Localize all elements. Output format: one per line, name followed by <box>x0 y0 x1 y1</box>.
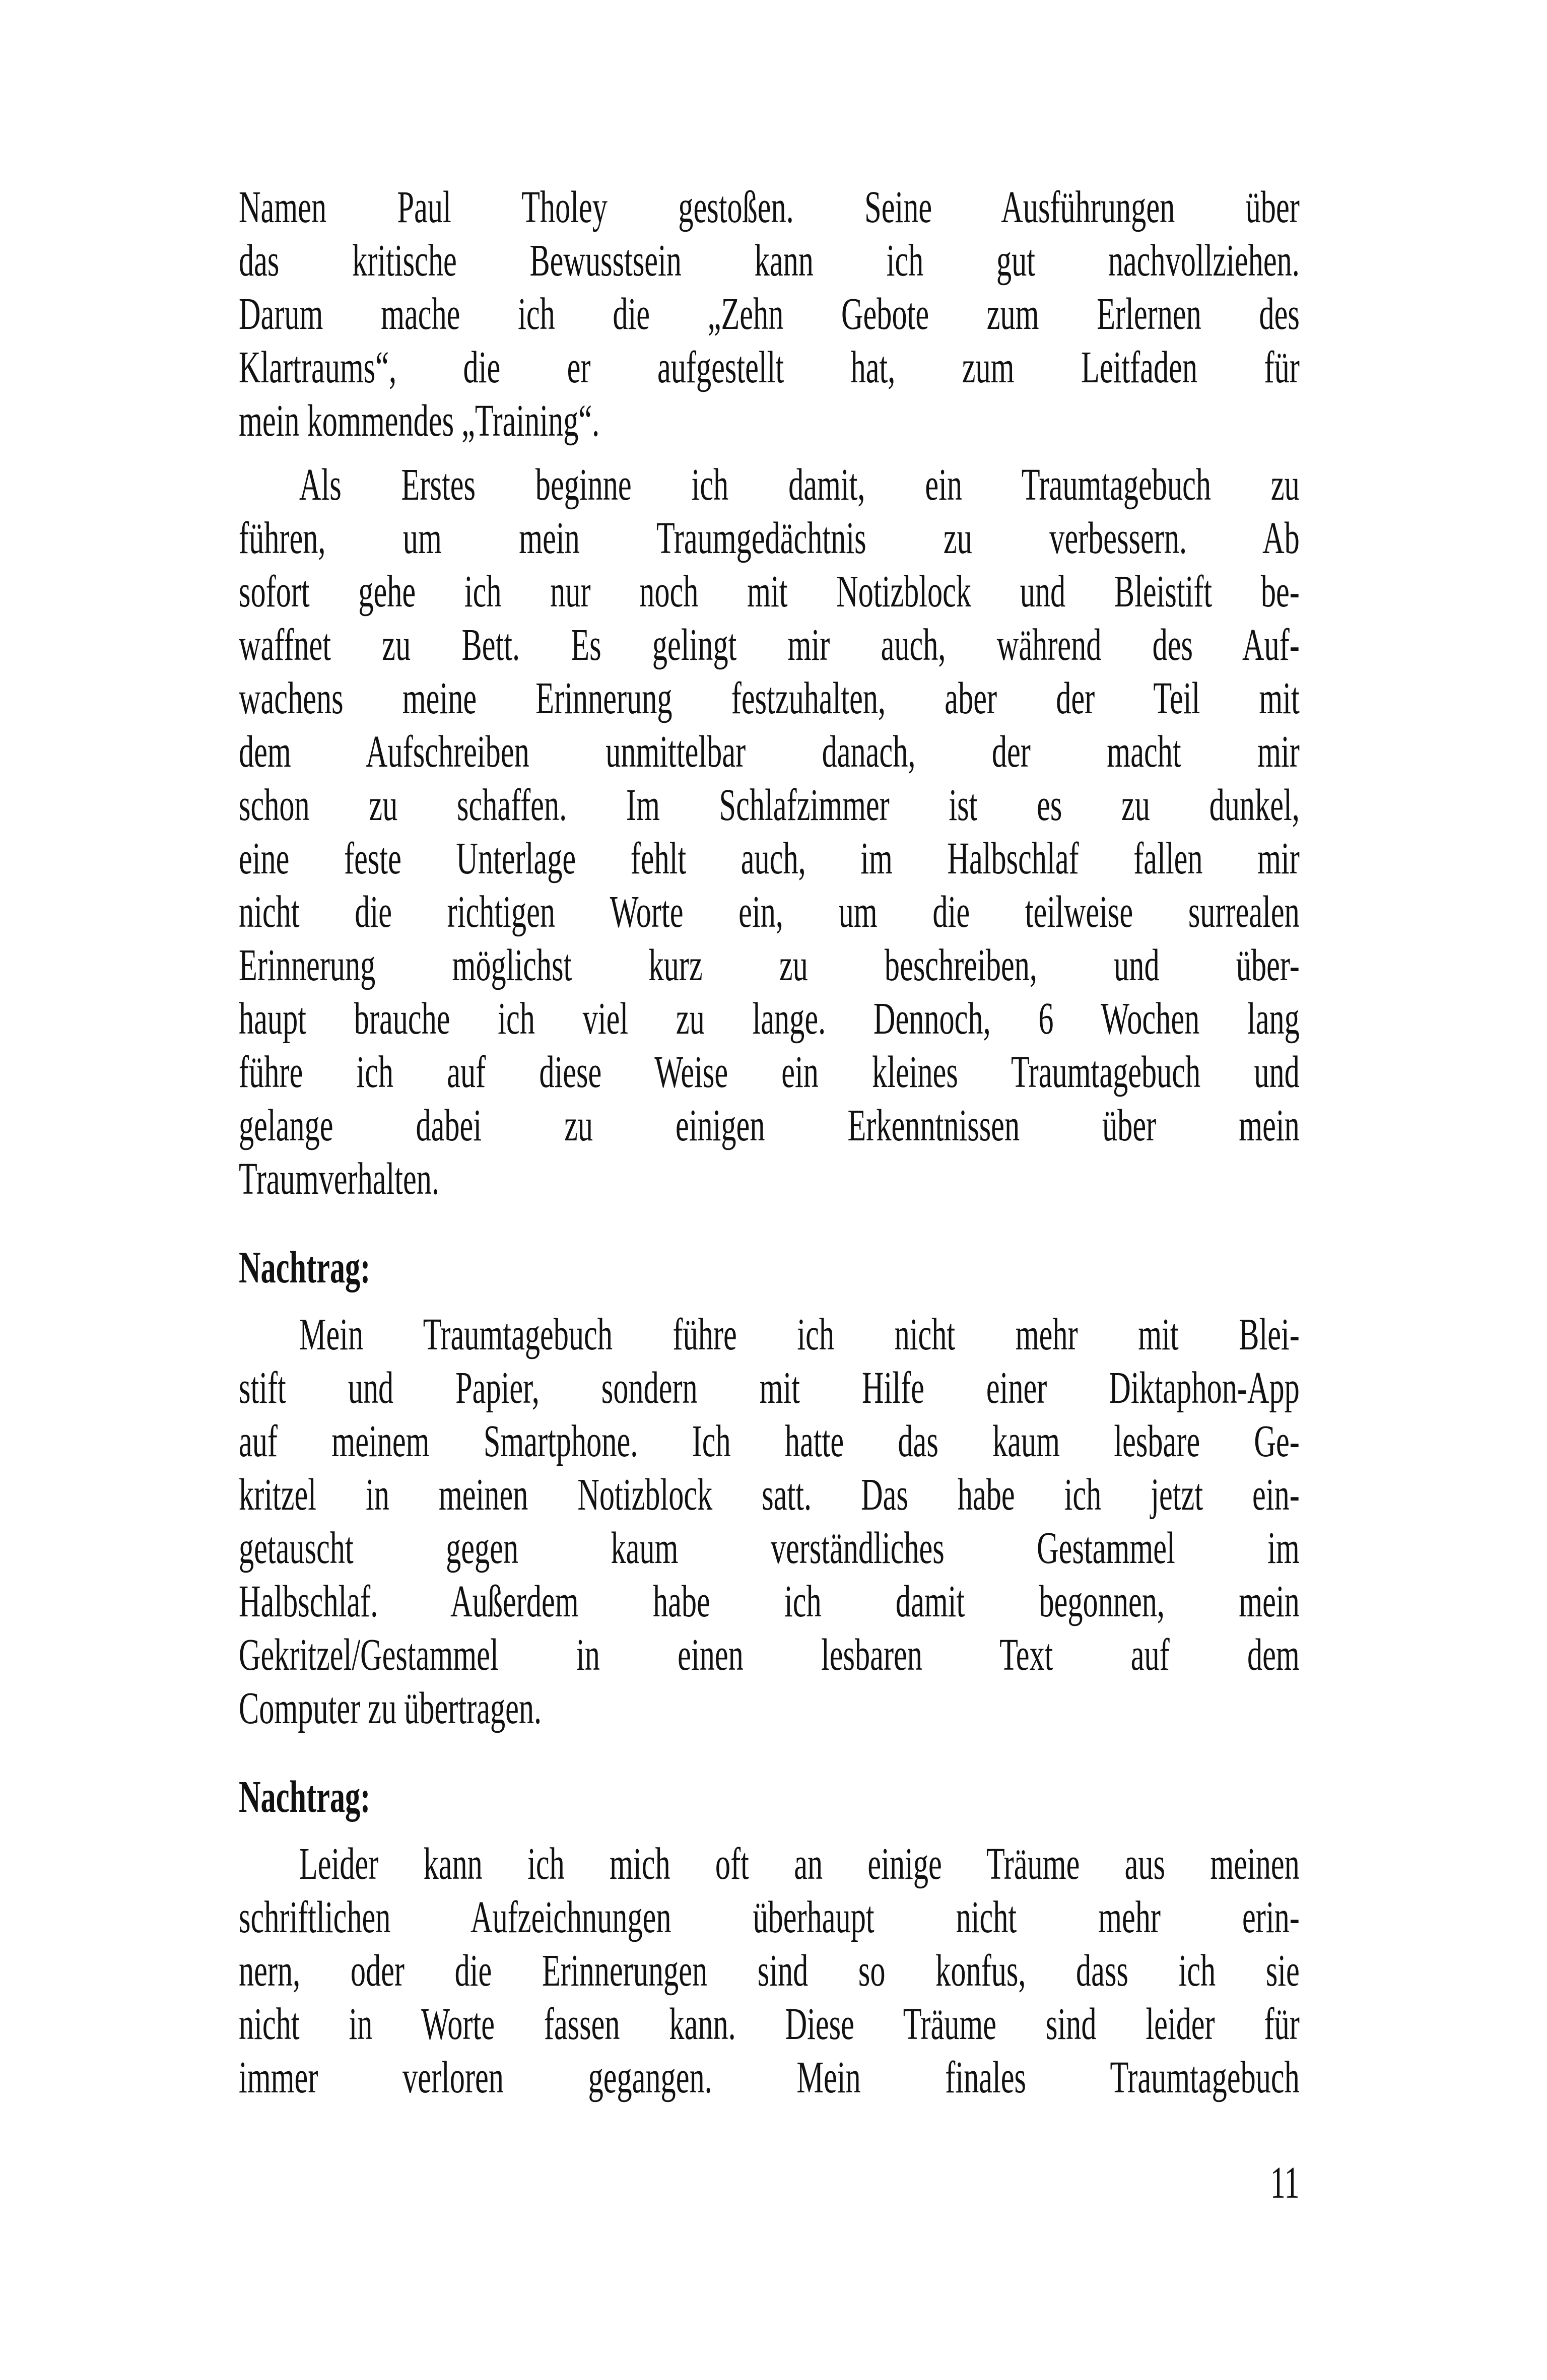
text-line: kritzel in meinen Notizblock satt. Das habe ich jetzt ein- <box>239 1470 1300 1520</box>
text-line: Darum mache ich die „Zehn Gebote zum Erlernen des <box>239 289 1300 339</box>
paragraph-2 <box>239 458 1300 1206</box>
text-line: eine feste Unterlage fehlt auch, im Halbschlaf fallen mir <box>239 834 1300 883</box>
text-line: waffnet zu Bett. Es gelingt mir auch, während des Auf- <box>239 620 1300 670</box>
text-line: stift und Papier, sondern mit Hilfe einer Diktaphon-App <box>239 1363 1300 1413</box>
text-line: mein kommendes „Training“. <box>239 396 600 446</box>
text-line: Klartraums“, die er aufgestellt hat, zum Leitfaden für <box>239 343 1300 392</box>
section-1-paragraph <box>239 1308 1300 1735</box>
text-line: Mein Traumtagebuch führe ich nicht mehr mit Blei- <box>299 1310 1300 1359</box>
text-line: nicht in Worte fassen kann. Diese Träume sind leider für <box>239 1999 1300 2049</box>
text-line: schriftlichen Aufzeichnungen überhaupt nicht mehr erin- <box>239 1892 1300 1942</box>
text-line: führe ich auf diese Weise ein kleines Traumtagebuch und <box>239 1047 1300 1097</box>
text-line: Namen Paul Tholey gestoßen. Seine Ausführungen über <box>239 182 1300 232</box>
text-line: nicht die richtigen Worte ein, um die teilweise surrealen <box>239 887 1300 937</box>
text-line: wachens meine Erinnerung festzuhalten, aber der Teil mit <box>239 673 1300 723</box>
page-number: 11 <box>1270 2158 1300 2208</box>
text-line: Gekritzel/Gestammel in einen lesbaren Text auf dem <box>239 1630 1300 1680</box>
text-line: sofort gehe ich nur noch mit Notizblock und Bleistift be- <box>239 567 1300 617</box>
text-line: Als Erstes beginne ich damit, ein Traumtagebuch zu <box>299 460 1300 510</box>
text-line: immer verloren gegangen. Mein finales Traumtagebuch <box>239 2053 1300 2102</box>
text-line: schon zu schaffen. Im Schlafzimmer ist es zu dunkel, <box>239 780 1300 830</box>
text-line: Traumverhalten. <box>239 1154 440 1204</box>
text-line: Erinnerung möglichst kurz zu beschreiben, und über- <box>239 940 1300 990</box>
paragraph-1 <box>239 181 1300 448</box>
section-heading: Nachtrag: <box>239 1772 371 1822</box>
section-heading: Nachtrag: <box>239 1243 371 1293</box>
page-body <box>239 181 1300 2104</box>
text-line: das kritische Bewusstsein kann ich gut nachvollziehen. <box>239 236 1300 286</box>
text-line: Computer zu übertragen. <box>239 1683 542 1733</box>
text-line: Leider kann ich mich oft an einige Träume aus meinen <box>299 1839 1300 1889</box>
text-line: dem Aufschreiben unmittelbar danach, der macht mir <box>239 727 1300 777</box>
text-line: auf meinem Smartphone. Ich hatte das kaum lesbare Ge- <box>239 1416 1300 1466</box>
text-line: Halbschlaf. Außerdem habe ich damit begonnen, mein <box>239 1577 1300 1626</box>
text-line: führen, um mein Traumgedächtnis zu verbessern. Ab <box>239 513 1300 563</box>
text-line: getauscht gegen kaum verständliches Gestammel im <box>239 1523 1300 1573</box>
text-line: gelange dabei zu einigen Erkenntnissen über mein <box>239 1101 1300 1150</box>
text-line: nern, oder die Erinnerungen sind so konfus, dass ich sie <box>239 1946 1300 1996</box>
section-2-paragraph <box>239 1838 1300 2104</box>
text-line: haupt brauche ich viel zu lange. Dennoch, 6 Wochen lang <box>239 994 1300 1044</box>
